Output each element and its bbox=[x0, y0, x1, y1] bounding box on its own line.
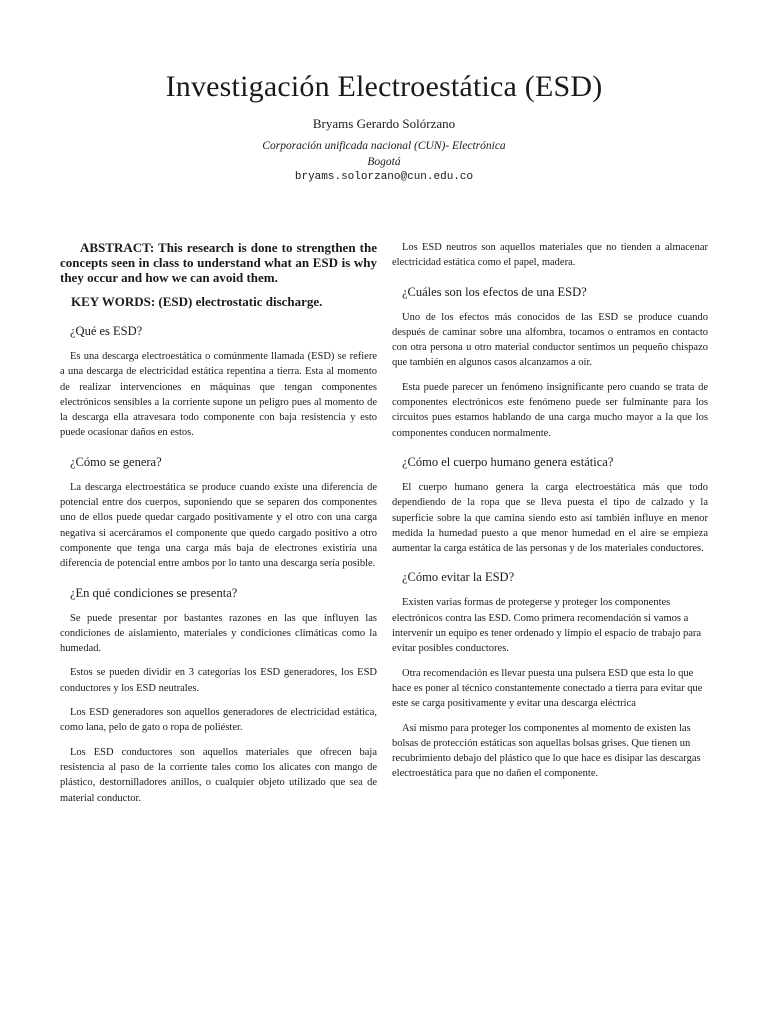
section-heading-conditions: ¿En qué condiciones se presenta? bbox=[70, 585, 238, 600]
affiliation-institution: Corporación unificada nacional (CUN)- Electrónica bbox=[262, 140, 506, 152]
left-column bbox=[60, 240, 377, 815]
author-email: bryams.solorzano@cun.edu.co bbox=[294, 171, 474, 183]
affiliation-city: Bogotá bbox=[367, 156, 401, 168]
section-heading-human-body: ¿Cómo el cuerpo humano genera estática? bbox=[402, 454, 614, 469]
right-column bbox=[392, 240, 708, 791]
paragraph: La descarga electroestática se produce cuando existe una diferencia de potencial entre dos cuerpos, suponiendo que se separen dos componentes uno de ellos puede quedar cargado positivamente y el otro con una carga negativa si acercáramos el componente que quedo cargado positivo a otro componente que tenga una carga más baja de electrones existiría una diferencia de potencial entre ambos por lo tanto una descarga sería posible. bbox=[60, 481, 377, 570]
section-heading-what-is-esd: ¿Qué es ESD? bbox=[70, 324, 143, 338]
paragraph: El cuerpo humano genera la carga electroestática más que todo dependiendo de la ropa que se lleva puesta el tipo de calzado y la superficie sobre la que camina siendo esto así también influye en menor medida la humedad puesto a que menor humedad en el aire se empieza aumentar la carga estática de las personas y de los materiales conductores. bbox=[392, 481, 708, 555]
paragraph: Los ESD neutros son aquellos materiales que no tienden a almacenar electricidad estática como el papel, madera. bbox=[392, 242, 708, 269]
paragraph: Esta puede parecer un fenómeno insignificante pero cuando se trata de componentes electrónicos este fenómeno puede ser fulminante para los circuitos pues estamos hablando de una carga mucho mayor a la que los componentes conducen normalmente. bbox=[392, 381, 708, 439]
paragraph: Los ESD generadores son aquellos generadores de electricidad estática, como lana, pelo de gato o ropa de poliéster. bbox=[60, 707, 377, 734]
paragraph: Existen varias formas de protegerse y proteger los componentes electrónicos contra las ESD. Como primera recomendación si vamos a intervenir un equipo es tener ordenado y limpio el espacio de trabajo para evitar posibles conductores. bbox=[392, 597, 702, 655]
paragraph: Estos se pueden dividir en 3 categorías los ESD generadores, los ESD conductores y los ESD neutrales. bbox=[60, 667, 377, 694]
section-heading-avoid-esd: ¿Cómo evitar la ESD? bbox=[402, 570, 515, 585]
affiliation bbox=[0, 138, 768, 170]
paragraph: Es una descarga electroestática o comúnmente llamada (ESD) se refiere a una descarga de electricidad estática repentina a tierra. Esta al momento de realizar intervenciones en máquinas que tengan componentes electrónicos sensibles a la corriente supone un peligro pues al momento de la descarga ella atravesara todo componente con baja resistencia y esto puede ocasionar daños en estos. bbox=[60, 351, 377, 439]
paragraph: Se puede presentar por bastantes razones en las que influyen las condiciones de aislamiento, materiales y condiciones climáticas como la humedad. bbox=[60, 612, 377, 655]
section-heading-effects: ¿Cuáles son los efectos de una ESD? bbox=[402, 284, 587, 299]
paragraph: Así mismo para proteger los componentes al momento de existen las bolsas de protección estáticas son aquellas bolsas grises. Que tienen un recubrimiento debajo del plástico que lo que hace es disipar las descargas electroestática para que no dañen el componente. bbox=[392, 722, 701, 780]
paragraph: Otra recomendación es llevar puesta una pulsera ESD que esta lo que hace es poner al técnico constantemente conectado a tierra para evitar que este se carga positivamente y evitar una descarga eléctrica bbox=[392, 667, 703, 710]
paragraph: Los ESD conductores son aquellos materiales que ofrecen baja resistencia al paso de la corriente tales como los alicates con mango de plástico, destornilladores anillos, o cualquier objeto utilizado que sea de material conductor. bbox=[60, 746, 377, 804]
section-heading-how-generated: ¿Cómo se genera? bbox=[70, 454, 162, 469]
paper-title: Investigación Electroestática (ESD) bbox=[165, 70, 603, 103]
keywords: KEY WORDS: (ESD) electrostatic discharge. bbox=[71, 294, 323, 309]
paragraph: Uno de los efectos más conocidos de las ESD se produce cuando después de caminar sobre una alfombra, tocamos o entramos en contacto con otra persona u otro material conductor sentimos un pequeño chispazo que también en algunos casos alcanzamos a oír. bbox=[392, 311, 708, 369]
abstract: ABSTRACT: This research is done to strengthen the concepts seen in class to understand what an ESD is why they occur and how we can avoid them. bbox=[60, 240, 377, 285]
author-name: Bryams Gerardo Solórzano bbox=[312, 116, 456, 131]
